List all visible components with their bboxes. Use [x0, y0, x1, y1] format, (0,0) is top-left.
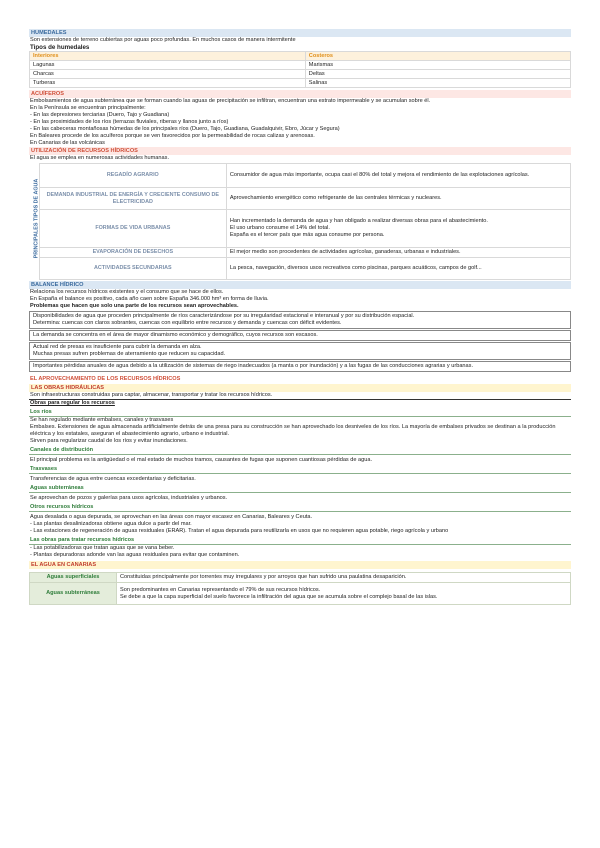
text-line: Embolsamientos de agua subterránea que se forman cuando las aguas de precipitación se infiltran, encuentran una estrato impermeable y se acumulan sobre él.: [30, 98, 431, 104]
subsection-title-otros: Otros recursos hídricos: [29, 503, 571, 512]
problem-box: [29, 311, 571, 329]
canarias-text: Constituidas principalmente por torrentes muy irregulares y por arroyos que han sufrido una paulatina desaparición.: [120, 574, 407, 580]
problem-line: Disponibilidades de agua que proceden principalmente de ríos caracterizándose por su irregularidad estacional e interanual y por su distribución espacial.: [33, 313, 415, 319]
text-line: - En las cabeceras montañosas húmedas de los principales ríos (Duero, Tajo, Guadiana, Guadalquivir, Ebro, Júcar y Segura): [30, 126, 340, 132]
problem-box: [29, 361, 571, 372]
problems-title: Problemas que hacen que solo una parte de los recursos sean aprovechables.: [30, 303, 239, 309]
problem-line: La demanda se concentra en el área de mayor dinamismo económico y demográfico, cuyos recursos son escasos.: [33, 332, 318, 338]
table-cell: Salinas: [305, 79, 570, 88]
subsection-title-tratar: Las obras para tratar recursos hídricos: [29, 536, 571, 545]
header-costeros: Costeros: [305, 52, 570, 61]
canarias-table: [29, 572, 571, 605]
use-label: DEMANDA INDUSTRIAL DE ENERGÍA Y CRECIENTE CONSUMO DE ELECTRICIDAD: [39, 188, 226, 210]
text-line: - Las plantas desalinizadoras obtiene agua dulce a partir del mar.: [30, 521, 192, 527]
text-line: Transferencias de agua entre cuencas excedentarias y deficitarias.: [30, 476, 196, 482]
text-line: - En las depresiones terciarias (Duero, Tajo y Guadiana): [30, 112, 170, 118]
text-line: Relaciona los recursos hídricos existentes y el consumo que se hace de ellos.: [30, 289, 224, 295]
uses-table: [39, 163, 571, 280]
use-text: Consumidor de agua más importante, ocupa casi el 80% del total y mejora el rendimiento de las explotaciones agrícolas.: [229, 172, 530, 178]
text-line: Se aprovechan de pozos y galerías para usos agrícolas, industriales y urbanos.: [30, 495, 228, 501]
text-line: Agua desalada o agua depurada, se aprovechan en las áreas con mayor escasez en Canarias, Baleares y Ceuta.: [30, 514, 313, 520]
canarias-label: Aguas subterráneas: [30, 583, 117, 605]
problem-box: [29, 342, 571, 360]
problem-line: Determina: cuencas con claros sobrantes, cuencas con equilibrio entre recursos y demanda y cuencas con déficit evidentes.: [33, 320, 342, 326]
canarias-text: Son predominantes en Canarias representando el 79% de sus recursos hídricos.: [120, 586, 321, 593]
use-text: Aprovechamiento energético como refrigerante de las centrales térmicas y nucleares.: [229, 195, 442, 201]
use-label: FORMAS DE VIDA URBANAS: [39, 210, 226, 248]
section-title-acuiferos: ACUÍFEROS: [29, 90, 571, 98]
section-title-balance: BALANCE HÍDRICO: [29, 281, 571, 289]
use-text: El uso urbano consume el 14% del total.: [229, 225, 330, 231]
text-line: Sirven para regularizar caudal de los ríos y evitar inundaciones.: [30, 438, 188, 444]
text-line: En la Península se encuentran principalmente:: [30, 105, 146, 111]
use-label: EVAPORACIÓN DE DESECHOS: [39, 248, 226, 258]
humedales-intro: Son extensiones de terreno cubiertas por aguas poco profundas. En muchos casos de manera intermitente: [30, 37, 296, 43]
vertical-label: PRINCIPALES TIPOS DE AGUA: [33, 178, 40, 259]
text-line: En Baleares procede de los acuíferos porque se ven favorecidos por la permeabilidad de rocas calizas y arenosas.: [30, 133, 315, 139]
section-title-humedales: HUMEDALES: [29, 29, 571, 37]
use-text: España es el tercer país que más agua consume por persona.: [229, 232, 385, 238]
use-label: REGADÍO AGRARIO: [39, 164, 226, 188]
section-title-aprovechamiento: EL APROVECHAMIENTO DE LOS RECURSOS HÍDRICOS: [30, 376, 181, 382]
subsection-title-canales: Canales de distribución: [29, 446, 571, 455]
problem-line: Importantes pérdidas anuales de agua debido a la utilización de sistemas de riego inadecuados (a manta o por inundación) y a las fugas de las conducciones agrarias y urbanas.: [33, 363, 474, 369]
table-cell: Charcas: [30, 70, 306, 79]
problem-box: [29, 330, 571, 341]
section-title-canarias: EL AGUA EN CANARIAS: [29, 561, 571, 569]
section-title-utilizacion: UTILIZACIÓN DE RECURSOS HÍDRICOS: [29, 147, 571, 155]
obras-intro: Son infraestructuras construidas para captar, almacenar, transportar y tratar los recursos hídricos.: [29, 392, 571, 400]
obras-regular-title: Obras para regular los recursos: [30, 400, 115, 406]
text-line: En Canarias de las volcánicas: [30, 140, 105, 146]
subsection-title-subterraneas: Aguas subterráneas: [29, 484, 571, 493]
use-text: El mejor medio son procedentes de actividades agrícolas, ganaderas, urbanas e industriales.: [229, 249, 461, 255]
text-line: - Plantas depuradoras adonde van las aguas residuales para evitar que contaminen.: [30, 552, 240, 558]
humedales-table: [29, 51, 571, 88]
utilizacion-intro: El agua se emplea en numerosas actividades humanas.: [30, 155, 169, 161]
text-line: Embalses. Extensiones de agua almacenada artificialmente detrás de una presa para su construcción se han aprovechado los desniveles de los ríos. La mayoría de embalses privados se destinan a la producción eléctrica y los estatales, aseguran el abastecimiento agrario, urbano e industrial.: [30, 424, 556, 437]
subsection-title-rios: Los ríos: [29, 408, 571, 417]
table-cell: Deltas: [305, 70, 570, 79]
table-cell: Lagunas: [30, 61, 306, 70]
header-interiores: Interiores: [30, 52, 306, 61]
humedales-subtitle: Tipos de humedales: [30, 44, 90, 51]
canarias-text: Se debe a que la capa superficial del suelo favorece la infiltración del agua que se acumula sobre el complejo basal de las islas.: [120, 593, 438, 600]
uses-table-wrapper: [29, 163, 571, 280]
table-cell: Marismas: [305, 61, 570, 70]
text-line: En España el balance es positivo, cada año caen sobre España 346.000 hm³ en forma de lluvia.: [30, 296, 269, 302]
subsection-title-trasvases: Trasvases: [29, 465, 571, 474]
text-line: - Las potabilizadoras que tratan aguas que se vana beber.: [30, 545, 175, 551]
text-line: Se han regulado mediante embalses, canales y trasvases: [30, 417, 174, 423]
canarias-label: Aguas superficiales: [30, 573, 117, 583]
use-text: La pesca, navegación, diversos usos recreativos como piscinas, parques acuáticos, campos de golf...: [229, 265, 482, 271]
use-text: Han incrementado la demanda de agua y han obligado a realizar diversas obras para el abastecimiento.: [229, 218, 488, 224]
problem-line: Actual red de presas es insuficiente para cubrir la demanda en alza.: [33, 344, 202, 350]
section-title-obras: LAS OBRAS HIDRÁULICAS: [29, 384, 571, 392]
text-line: - Las estaciones de regeneración de aguas residuales (ERAR). Tratan el agua depurada para reutilizarla en usos que no requieren agua potable, riego agrícola y urbano: [30, 528, 449, 534]
text-line: - En las proximidades de los ríos (terrazas fluviales, riberas y llanos junto a ríos): [30, 119, 229, 125]
table-cell: Turberas: [30, 79, 306, 88]
text-line: El principal problema es la antigüedad o el mal estado de muchos tramos, causantes de fugas que suponen cuantiosas pérdidas de agua.: [30, 457, 373, 463]
use-label: ACTIVIDADES SECUNDARIAS: [39, 258, 226, 280]
document-page: [29, 28, 571, 605]
problem-line: Muchas presas sufren problemas de aterramiento que reducen su capacidad.: [33, 351, 226, 357]
